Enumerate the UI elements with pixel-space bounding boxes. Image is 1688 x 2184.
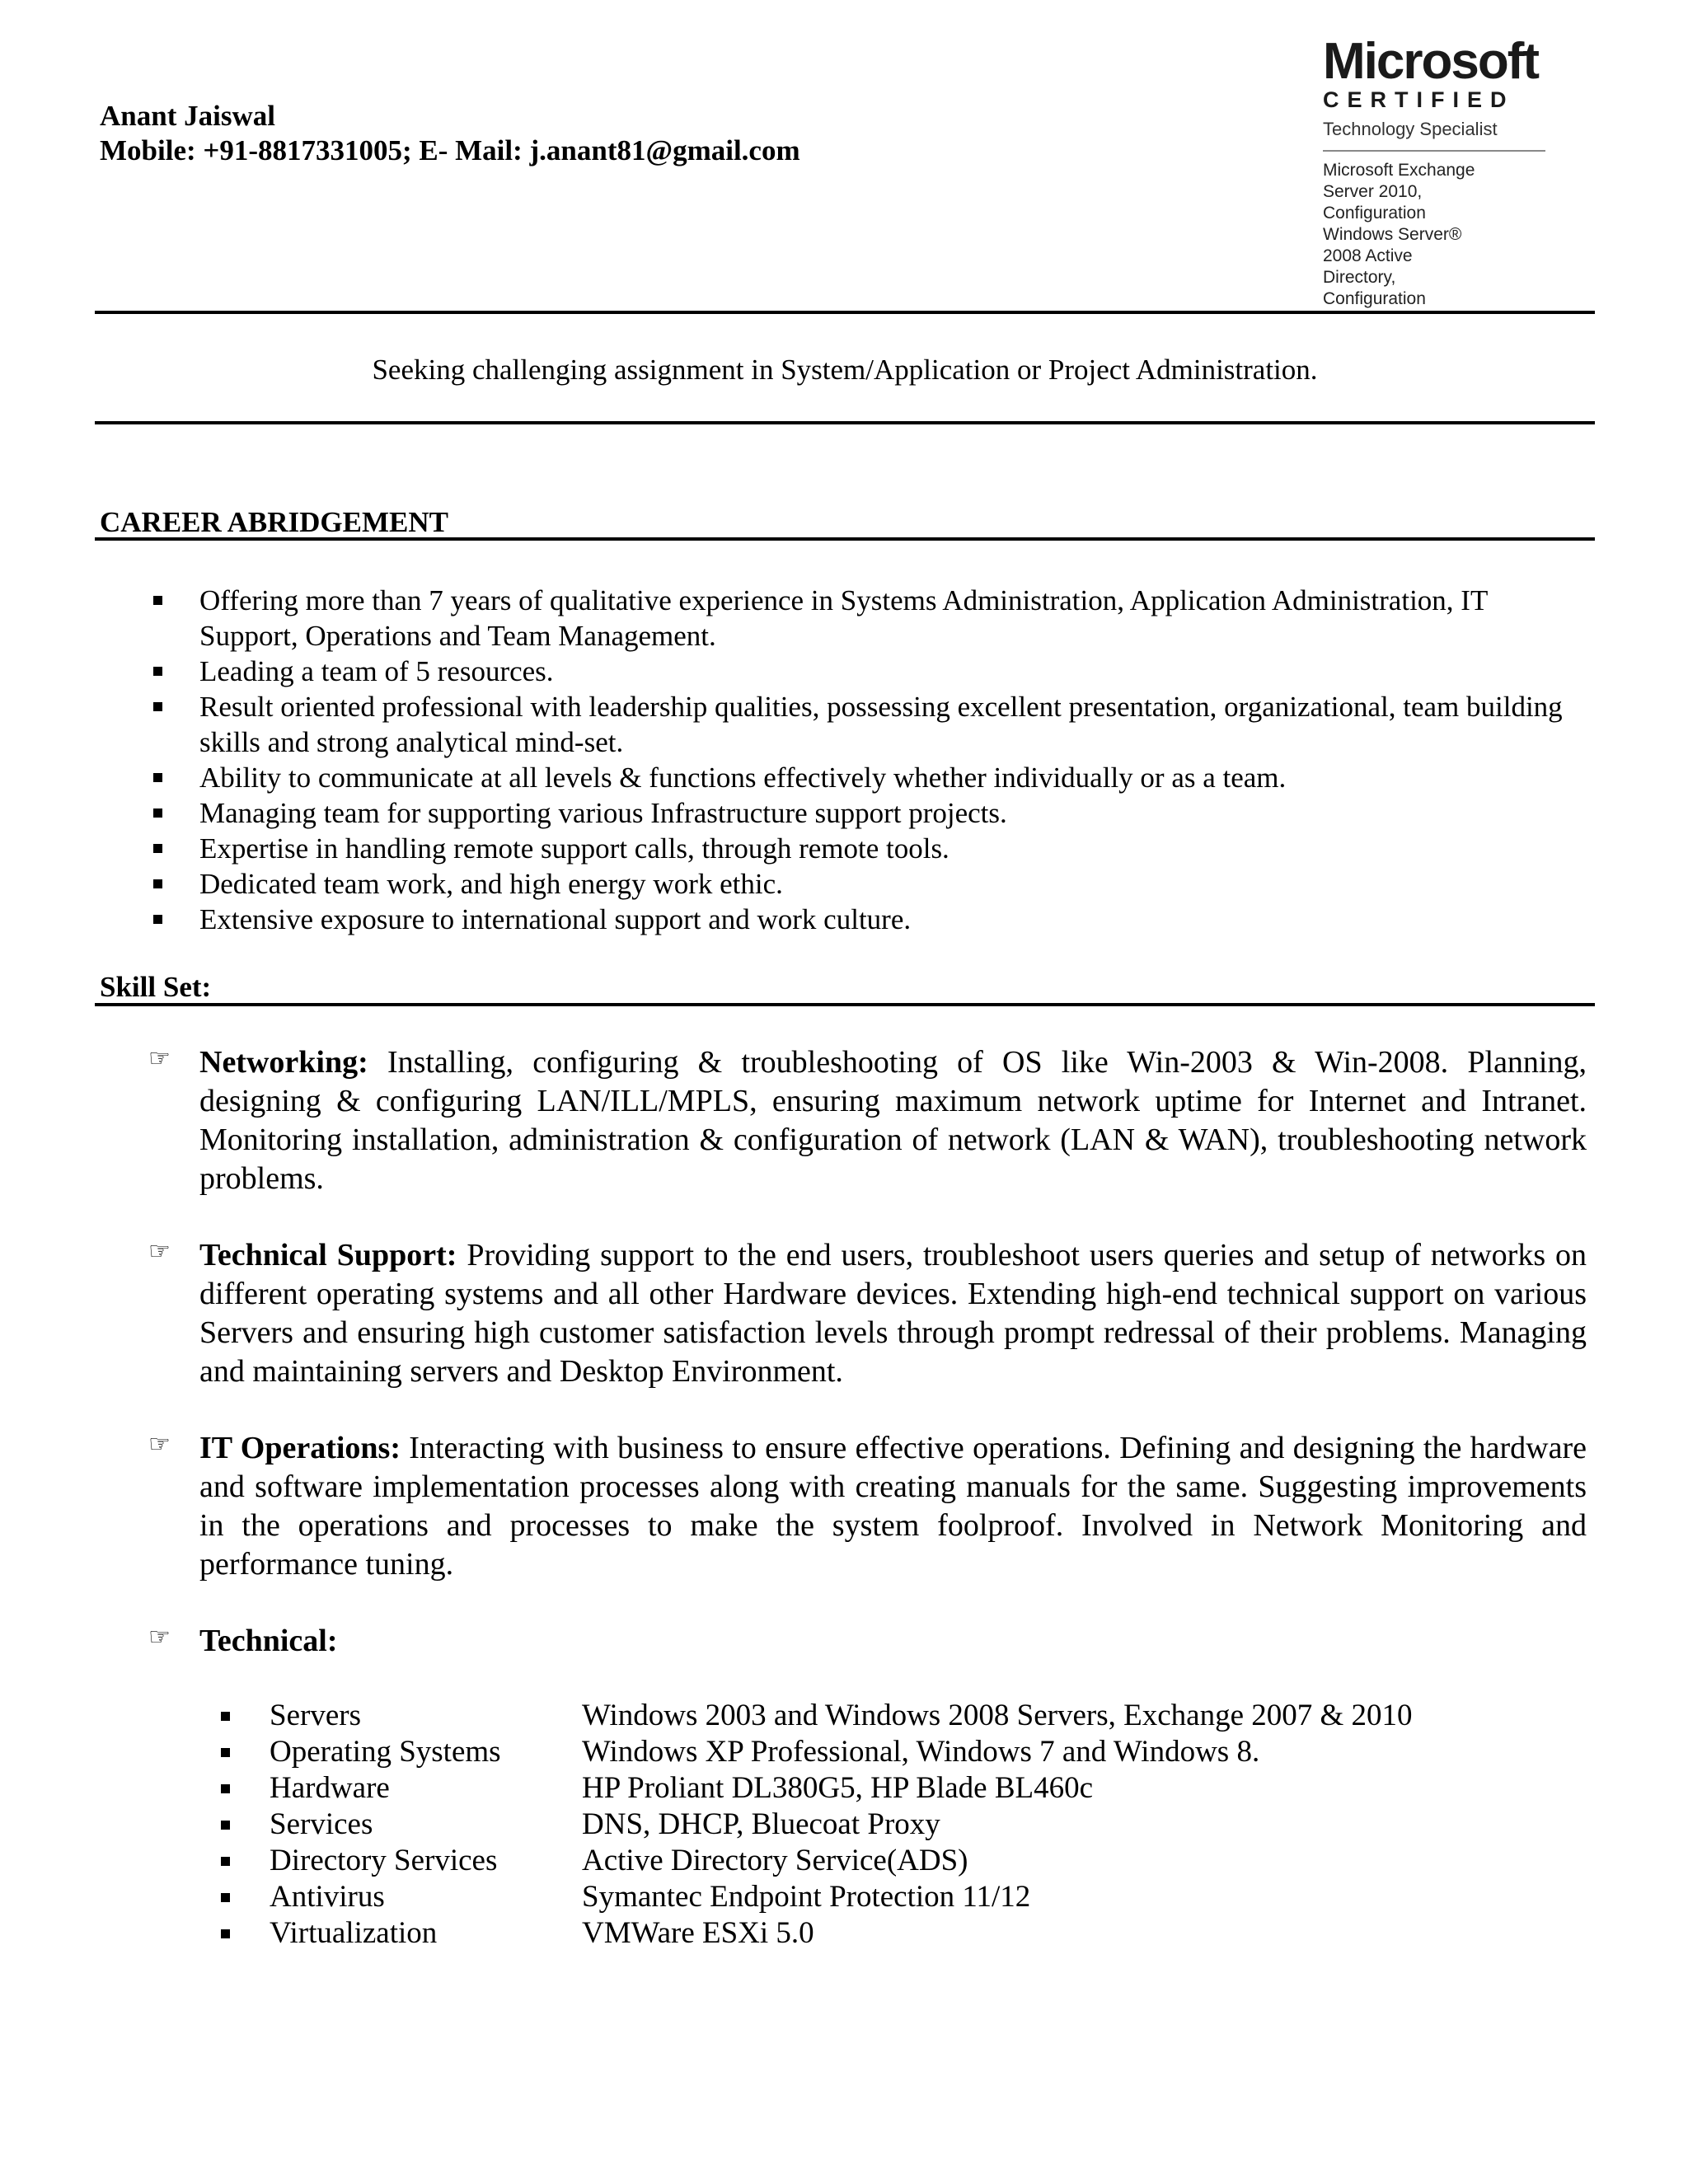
table-row (0, 1734, 1688, 1770)
tech-value: HP Proliant DL380G5, HP Blade BL460c (582, 1771, 1094, 1805)
tech-category: Servers (270, 1699, 361, 1732)
objective-divider (95, 421, 1595, 424)
square-bullet-icon (221, 1821, 230, 1830)
table-row (0, 1807, 1688, 1843)
square-bullet-icon (153, 702, 162, 711)
square-bullet-icon (221, 1784, 230, 1793)
skill-technical-support (0, 1236, 1587, 1391)
skills-section-title: Skill Set: (100, 971, 212, 1003)
square-bullet-icon (221, 1857, 230, 1866)
logo-divider (1323, 150, 1545, 152)
logo-role: Technology Specialist (1323, 119, 1498, 139)
tech-value: DNS, DHCP, Bluecoat Proxy (582, 1807, 940, 1841)
list-item-text: Extensive exposure to international support and work culture. (199, 903, 912, 935)
square-bullet-icon (153, 844, 162, 853)
skill-description: Installing, configuring & troubleshooting of OS like Win-2003 & Win-2008. Planning, designing & configuring LAN/ILL/MPLS, ensuring maximum network uptime for Internet and Intranet. Monitoring installation, administration & configuration of network (LAN & WAN), troubleshooting network problems. (199, 1045, 1587, 1196)
list-item (0, 866, 1568, 902)
list-item (0, 760, 1568, 795)
list-item-text: Dedicated team work, and high energy work ethic. (199, 868, 783, 900)
career-list (0, 583, 1688, 937)
list-item-text: Result oriented professional with leadership qualities, possessing excellent presentation, organizational, team building skills and strong analytical mind-set. (199, 691, 1563, 758)
career-section-rule (95, 537, 1595, 541)
tech-value: Windows 2003 and Windows 2008 Servers, Exchange 2007 & 2010 (582, 1699, 1413, 1732)
logo-brand: Microsoft (1323, 33, 1538, 90)
square-bullet-icon (153, 808, 162, 818)
square-bullet-icon (221, 1748, 230, 1757)
tech-value: Symantec Endpoint Protection 11/12 (582, 1880, 1031, 1914)
logo-certified: CERTIFIED (1323, 87, 1515, 112)
technical-table (0, 1698, 1688, 1952)
skills-list (0, 1043, 1688, 1699)
skill-description: Interacting with business to ensure effective operations. Defining and designing the hardware and software implementation processes along with creating manuals for the same. Suggesting improvements in the operations and processes to make the system foolproof. Involved in Network Monitoring and performance tuning. (199, 1431, 1587, 1582)
list-item-text: Managing team for supporting various Infrastructure support projects. (199, 797, 1007, 829)
skills-section-rule (95, 1003, 1595, 1006)
list-item-text: Ability to communicate at all levels & functions effectively whether individually or as a team. (199, 762, 1287, 794)
list-item-text: Offering more than 7 years of qualitative experience in Systems Administration, Application Administration, IT Support, Operations and Team Management. (199, 584, 1488, 652)
square-bullet-icon (153, 596, 162, 605)
tech-value: Windows XP Professional, Windows 7 and Windows 8. (582, 1735, 1260, 1769)
table-row (0, 1915, 1688, 1952)
skill-label: Technical: (199, 1624, 338, 1658)
table-row (0, 1843, 1688, 1879)
pointing-hand-icon: ☞ (148, 1430, 171, 1459)
tech-value: VMWare ESXi 5.0 (582, 1916, 814, 1950)
pointing-hand-icon: ☞ (148, 1237, 171, 1266)
list-item (0, 654, 1568, 689)
career-section-title: CAREER ABRIDGEMENT (100, 506, 448, 538)
skill-technical (0, 1622, 1587, 1661)
tech-category: Virtualization (270, 1916, 438, 1950)
table-row (0, 1879, 1688, 1915)
square-bullet-icon (153, 773, 162, 782)
skill-label: Technical Support: (199, 1238, 457, 1272)
table-row (0, 1770, 1688, 1807)
list-item (0, 795, 1568, 831)
skill-description: Providing support to the end users, troubleshoot users queries and setup of networks on different operating systems and all other Hardware devices. Extending high-end technical support on various Servers and ensuring high customer satisfaction levels through prompt redressal of their problems. Managing and maintaining servers and Desktop Environment. (199, 1238, 1587, 1389)
tech-category: Operating Systems (270, 1735, 501, 1769)
list-item (0, 902, 1568, 937)
square-bullet-icon (153, 667, 162, 676)
square-bullet-icon (153, 879, 162, 888)
logo-specialties: Microsoft Exchange Server 2010, Configuration Windows Server® 2008 Active Directory, Configuration (1323, 161, 1475, 308)
candidate-name: Anant Jaiswal (100, 100, 275, 132)
skill-label: IT Operations: (199, 1431, 401, 1465)
list-item (0, 583, 1568, 654)
square-bullet-icon (221, 1893, 230, 1902)
tech-category: Services (270, 1807, 373, 1841)
tech-category: Directory Services (270, 1844, 498, 1877)
pointing-hand-icon: ☞ (148, 1623, 171, 1652)
tech-value: Active Directory Service(ADS) (582, 1844, 968, 1877)
list-item-text: Leading a team of 5 resources. (199, 655, 554, 687)
square-bullet-icon (153, 915, 162, 924)
list-item (0, 831, 1568, 866)
tech-category: Antivirus (270, 1880, 385, 1914)
table-row (0, 1698, 1688, 1734)
microsoft-certified-logo (1323, 33, 1554, 310)
square-bullet-icon (221, 1929, 230, 1938)
objective-statement: Seeking challenging assignment in System/Application or Project Administration. (372, 354, 1318, 386)
list-item (0, 689, 1568, 760)
list-item-text: Expertise in handling remote support calls, through remote tools. (199, 832, 950, 865)
square-bullet-icon (221, 1712, 230, 1721)
skill-it-operations (0, 1429, 1587, 1584)
skill-label: Networking: (199, 1045, 368, 1080)
skill-networking (0, 1043, 1587, 1198)
contact-line: Mobile: +91-8817331005; E- Mail: j.anant81@gmail.com (100, 134, 800, 166)
pointing-hand-icon: ☞ (148, 1044, 171, 1073)
tech-category: Hardware (270, 1771, 390, 1805)
header-divider (95, 311, 1595, 314)
